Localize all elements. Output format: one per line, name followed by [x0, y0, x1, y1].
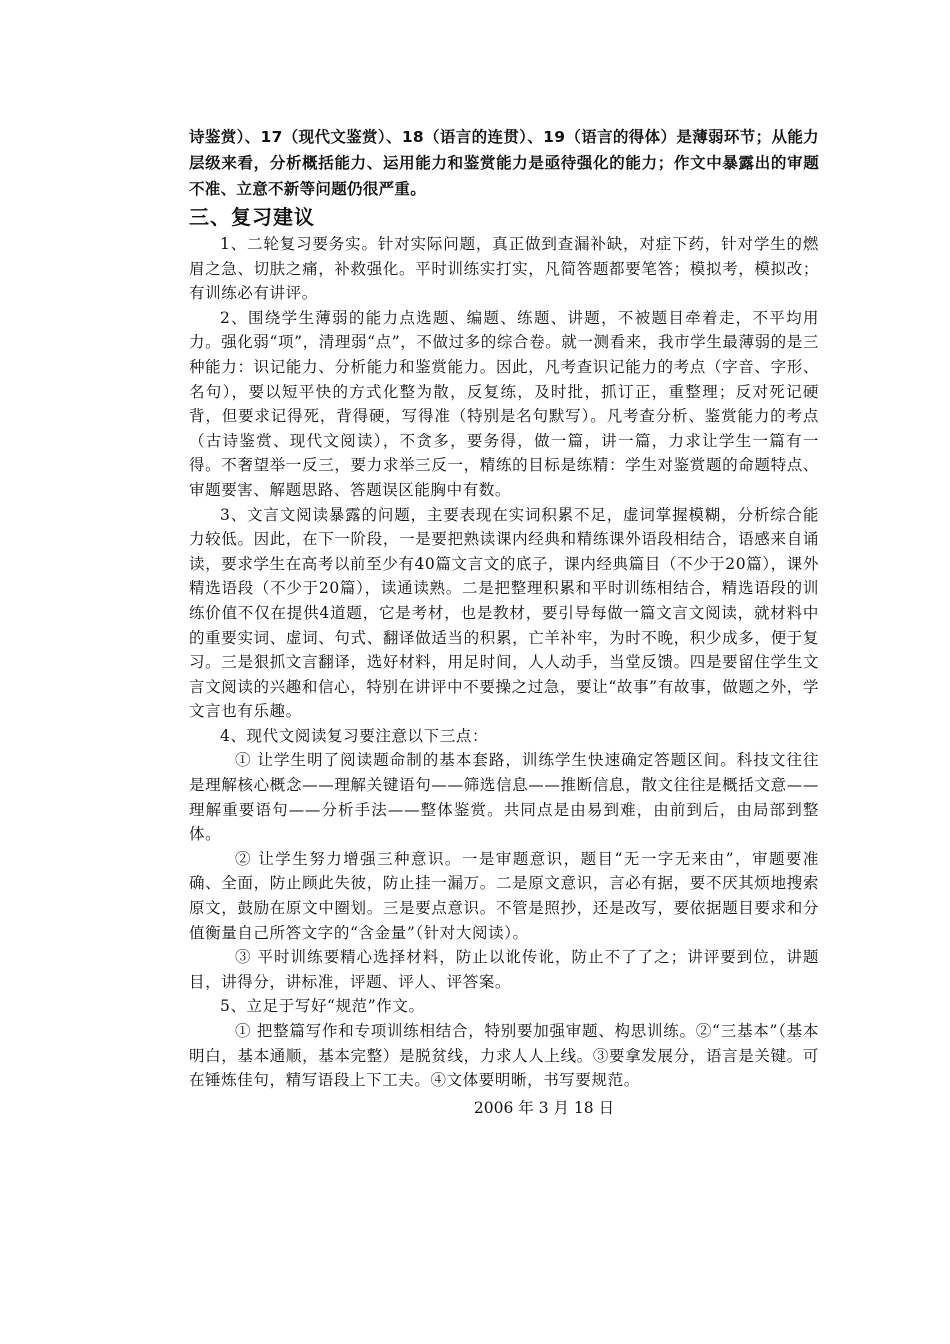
paragraph-writing-points: ① 把整篇写作和专项训练相结合，特别要加强审题、构思训练。②“三基本”（基本明白，基本通顺，基本完整）是脱贫线，力求人人上线。③要拿发展分，语言是关键。可在锤炼佳句，精写语段上下工夫。④文体要明晰，书写要规范。 — [189, 1022, 819, 1090]
section-title: 三、复习建议 — [189, 205, 315, 229]
paragraph-suggestion-3: 3、文言文阅读暴露的问题，主要表现在实词积累不足，虚词掌握模糊，分析综合能力较低。因此，在下一阶段，一是要把熟读课内经典和精练课外语段相结合，语感来自诵读，要求学生在高考以前至少有40篇文言文的底子，课内经典篇目（不少于20篇），课外精选语段（不少于20篇），读通读熟。二是把整理积累和平时训练相结合，精选语段的训练价值不仅在提供4道题，它是考材，也是教材，要引导每做一篇文言文阅读，就材料中的重要实词、虚词、句式、翻译做适当的积累，亡羊补牢，为时不晚，积少成多，便于复习。三是狠抓文言翻译，选好材料，用足时间，人人动手，当堂反馈。四是要留住学生文言文阅读的兴趣和信心，特别在讲评中不要操之过急，要让“故事”有故事，做题之外，学文言也有乐趣。 — [189, 505, 819, 721]
paragraph-suggestion-1: 1、二轮复习要务实。针对实际问题，真正做到查漏补缺，对症下药，针对学生的燃眉之急、切肤之痛，补救强化。平时训练实打实，凡简答题都要笔答；模拟考，模拟改；有训练必有讲评。 — [189, 235, 819, 303]
paragraph-point-2: ② 让学生努力增强三种意识。一是审题意识，题目“无一字无来由”，审题要准确、全面，防止顾此失彼，防止挂一漏万。二是原文意识，言必有据，要不厌其烦地搜索原文，鼓励在原文中圈划。三是要点意识。不管是照抄，还是改写，要依据题目要求和分值衡量自己所答文字的“含金量”（针对大阅读）。 — [189, 849, 819, 942]
paragraph-suggestion-5: 5、立足于写好“规范”作文。 — [220, 997, 425, 1016]
document-date: 2006 年 3 月 18 日 — [473, 1098, 615, 1117]
intro-paragraph: 诗鉴赏）、17（现代文鉴赏）、18（语言的连贯）、19（语言的得体）是薄弱环节；从能力层级来看，分析概括能力、运用能力和鉴赏能力是亟待强化的能力；作文中暴露出的审题不准、立意不新等问题仍很严重。 — [189, 128, 819, 198]
paragraph-point-3: ③ 平时训练要精心选择材料，防止以讹传讹，防止不了了之；讲评要到位，讲题目，讲得分，讲标准，评题、评人、评答案。 — [189, 948, 819, 991]
paragraph-suggestion-4: 4、现代文阅读复习要注意以下三点： — [220, 726, 489, 745]
document-page — [189, 124, 819, 1121]
paragraph-suggestion-2: 2、围绕学生薄弱的能力点选题、编题、练题、讲题，不被题目牵着走，不平均用力。强化弱“项”，清理弱“点”，不做过多的综合卷。就一测看来，我市学生最薄弱的是三种能力：识记能力、分析能力和鉴赏能力。因此，凡考查识记能力的考点（字音、字形、名句），要以短平快的方式化整为散，反复练，及时批，抓订正，重整理；反对死记硬背，但要求记得死，背得硬，写得准（特别是名句默写）。凡考查分析、鉴赏能力的考点（古诗鉴赏、现代文阅读），不贪多，要务得，做一篇，讲一篇，力求让学生一篇有一得。不奢望举一反三，要力求举三反一，精练的目标是练精：学生对鉴赏题的命题特点、审题要害、解题思路、答题误区能胸中有数。 — [189, 308, 819, 499]
paragraph-point-1: ① 让学生明了阅读题命制的基本套路，训练学生快速确定答题区间。科技文往往是理解核心概念——理解关键语句——筛选信息——推断信息，散文往往是概括文意——理解重要语句——分析手法——整体鉴赏。共同点是由易到难，由前到后，由局部到整体。 — [189, 751, 819, 844]
